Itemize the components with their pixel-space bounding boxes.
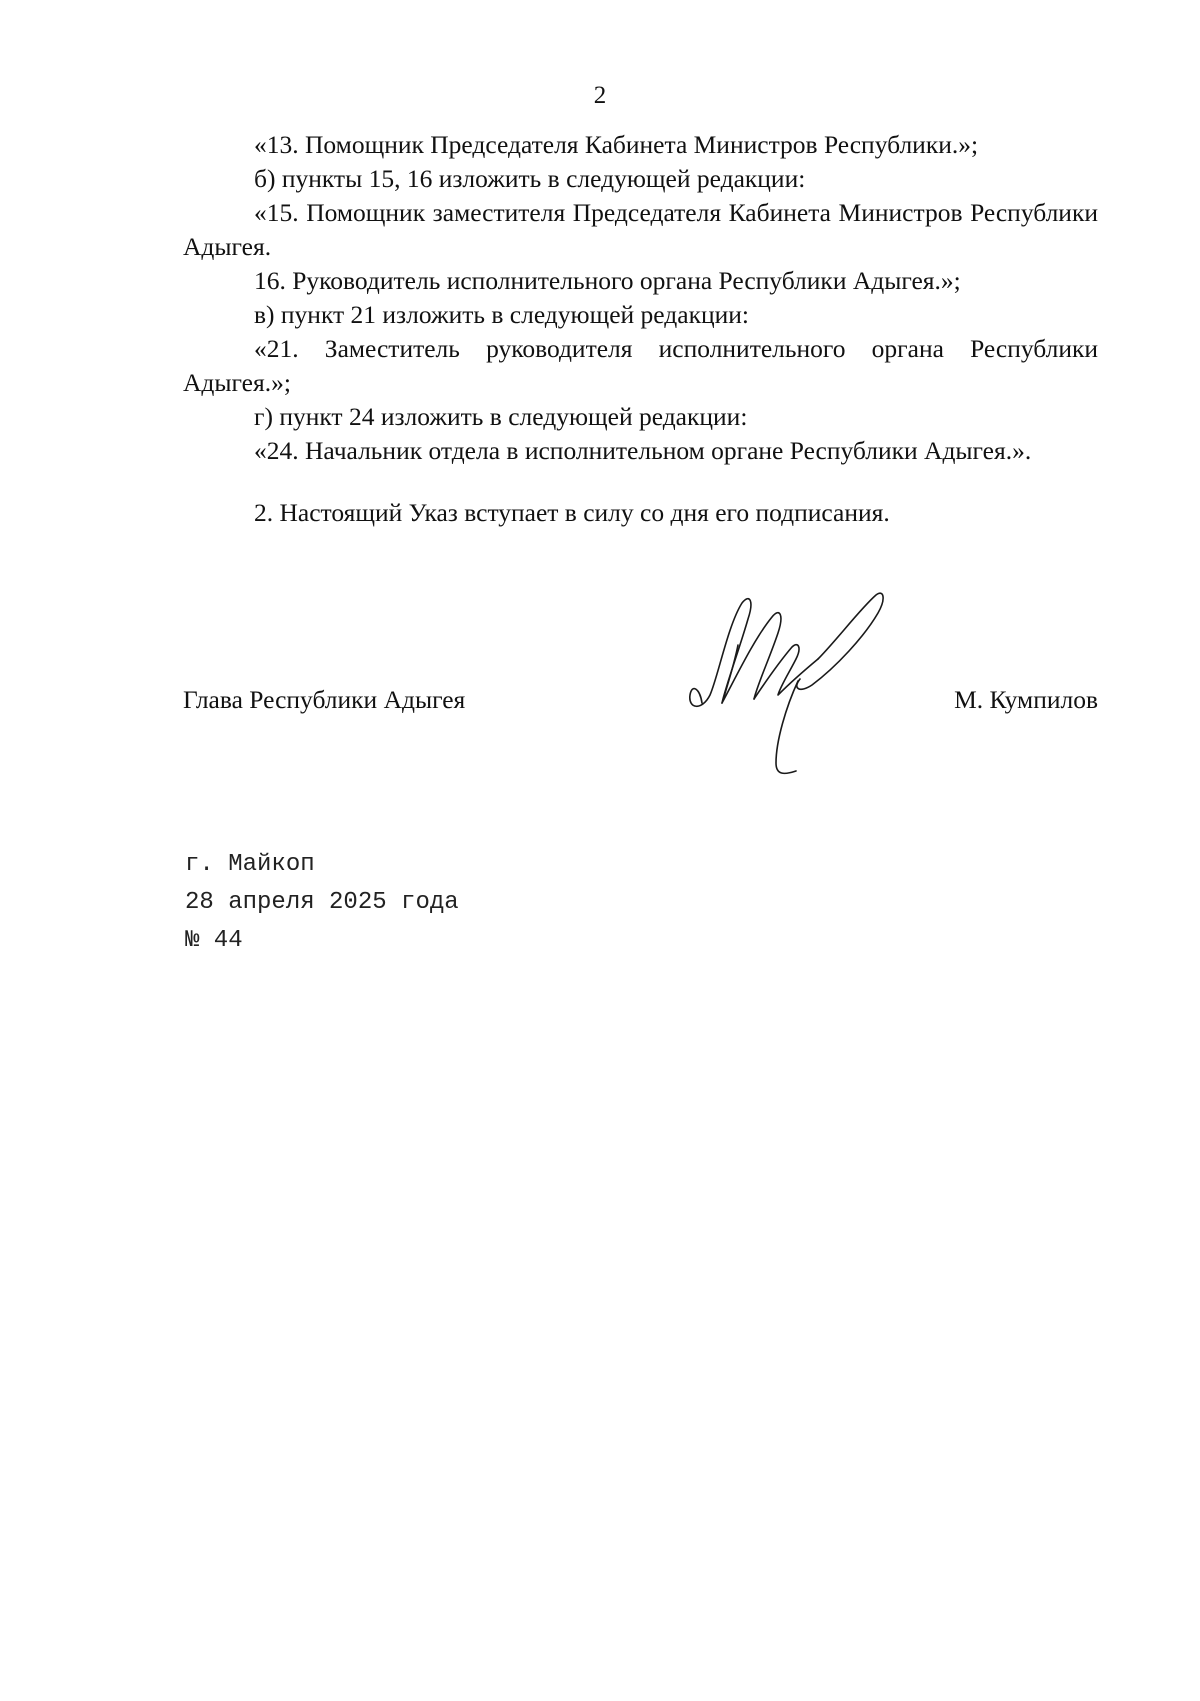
footer-date: 28 апреля 2025 года: [185, 889, 459, 916]
paragraph-item-13: «13. Помощник Председателя Кабинета Министров Республики.»;: [254, 130, 979, 159]
paragraph-amend-g: г) пункт 24 изложить в следующей редакции:: [254, 402, 748, 431]
paragraph-item-15: «15. Помощник заместителя Председателя Кабинета Министров Республики Адыгея.: [183, 198, 1098, 261]
document-footer: [185, 846, 459, 960]
paragraph-item-24: «24. Начальник отдела в исполнительном органе Республики Адыгея.».: [254, 436, 1032, 465]
signatory-name: М. Кумпилов: [954, 685, 1098, 714]
paragraph-amend-b: б) пункты 15, 16 изложить в следующей редакции:: [254, 164, 806, 193]
document-body: [183, 128, 1098, 530]
paragraph-item-16: 16. Руководитель исполнительного органа Республики Адыгея.»;: [254, 266, 961, 295]
handwritten-signature: [680, 585, 910, 785]
paragraph-effective: 2. Настоящий Указ вступает в силу со дня его подписания.: [254, 498, 890, 527]
page-number: 2: [593, 82, 607, 109]
signatory-position: Глава Республики Адыгея: [183, 685, 466, 714]
footer-city: г. Майкоп: [185, 851, 315, 878]
paragraph-gap: [183, 468, 1098, 496]
footer-number: № 44: [185, 927, 243, 954]
paragraph-amend-v: в) пункт 21 изложить в следующей редакции:: [254, 300, 749, 329]
paragraph-item-21: «21. Заместитель руководителя исполнительного органа Республики Адыгея.»;: [183, 334, 1098, 397]
